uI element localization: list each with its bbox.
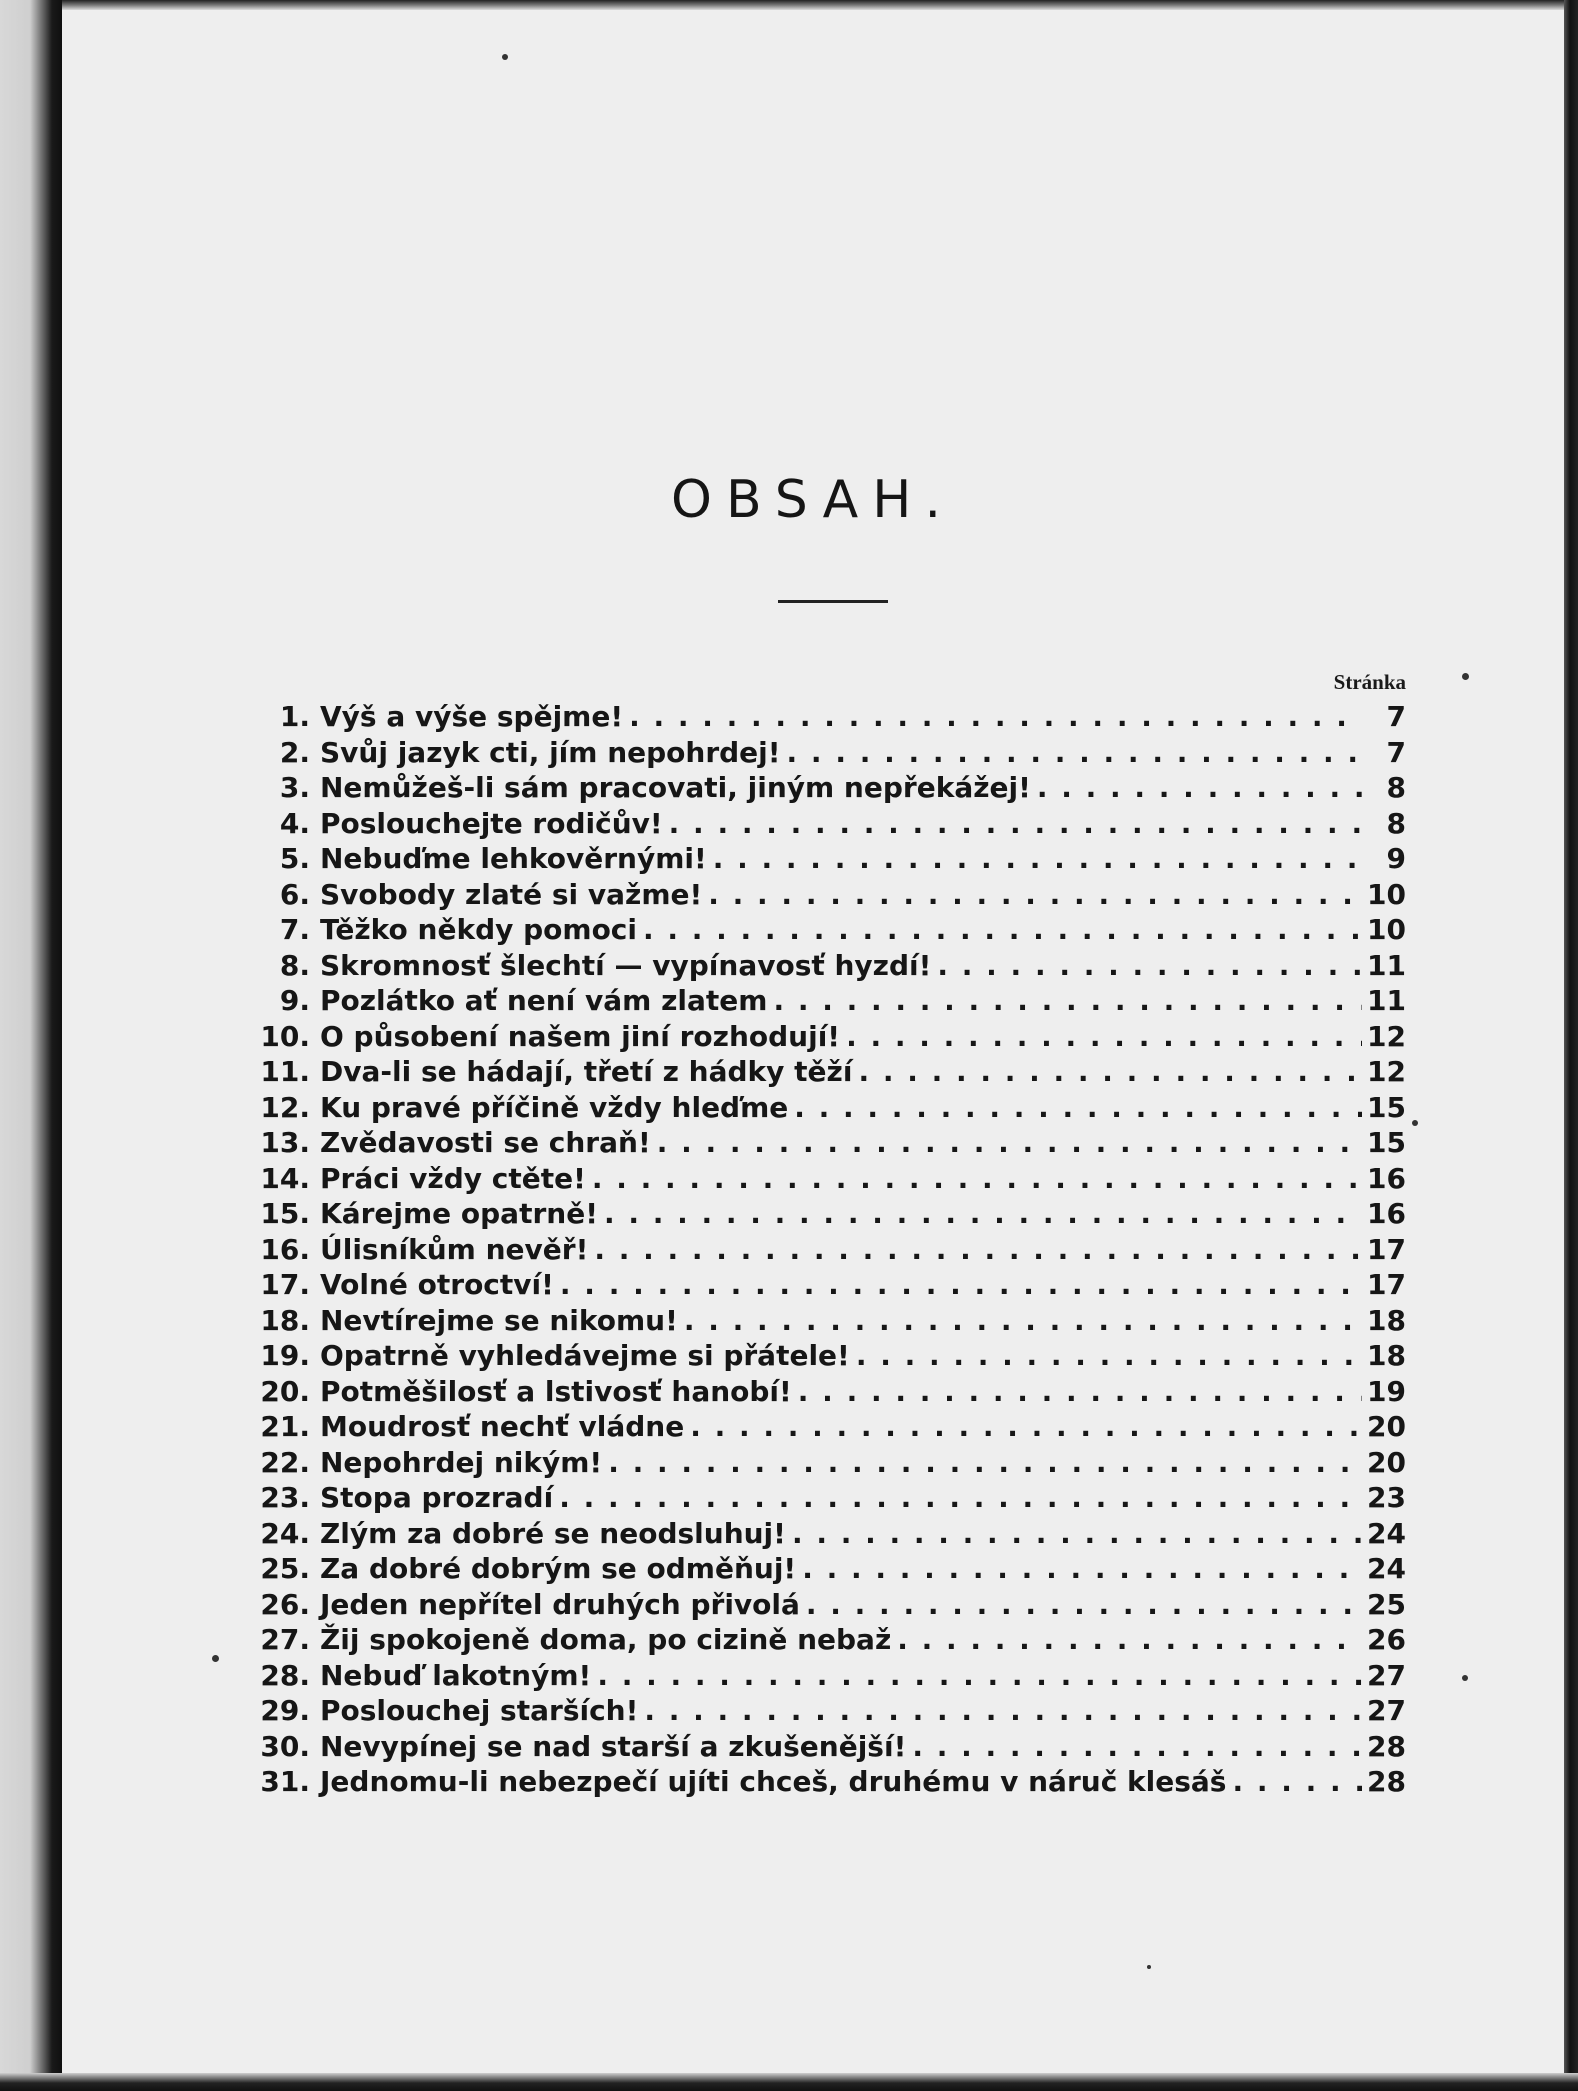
top-edge — [62, 0, 1564, 10]
toc-entry — [252, 700, 1406, 736]
toc-entry-page: 28 — [1367, 1729, 1406, 1763]
toc-entry — [252, 1517, 1406, 1553]
toc-entry — [252, 1730, 1406, 1766]
toc-entry — [252, 1339, 1406, 1375]
scan-speck — [1412, 1120, 1418, 1126]
toc-entry-page: 25 — [1367, 1587, 1406, 1621]
toc-entry-page: 27 — [1367, 1658, 1406, 1692]
scan-speck — [1147, 1965, 1151, 1969]
toc-entry-page: 12 — [1367, 1019, 1406, 1053]
toc-dot-leader — [1232, 1765, 1362, 1798]
toc-dot-leader — [559, 1481, 1362, 1514]
toc-entry-title: Výš a výše spějme! — [320, 700, 624, 733]
toc-entry-page: 17 — [1367, 1268, 1406, 1301]
toc-entry-title: Žij spokojeně doma, po cizině nebaž — [320, 1623, 892, 1656]
toc-entry-number: 6. — [279, 877, 310, 911]
toc-dot-leader — [708, 878, 1362, 911]
toc-entry-title: Jednomu-li nebezpečí ujíti chceš, druhému v náruč klesáš — [320, 1765, 1227, 1798]
scan-speck — [502, 54, 508, 60]
toc-entry-page: 24 — [1367, 1516, 1406, 1550]
toc-entry-number: 24. — [260, 1516, 310, 1550]
page-title: OBSAH. — [671, 470, 955, 530]
right-edge — [1564, 0, 1578, 2091]
toc-entry-title: Jeden nepřítel druhých přivolá — [320, 1587, 800, 1621]
toc-dot-leader — [594, 1233, 1362, 1266]
toc-entry-page: 7 — [1386, 735, 1406, 769]
toc-entry — [252, 1659, 1406, 1695]
toc-entry — [252, 949, 1406, 985]
toc-entry — [252, 771, 1406, 807]
toc-entry-number: 31. — [260, 1765, 310, 1798]
toc-entry-page: 17 — [1367, 1232, 1406, 1266]
toc-entry-page: 24 — [1367, 1552, 1406, 1585]
toc-entry-title: Kárejme opatrně! — [320, 1197, 598, 1230]
title-rule — [778, 600, 888, 603]
toc-dot-leader — [856, 1339, 1362, 1372]
toc-entry-title: Úlisníkům nevěř! — [320, 1232, 589, 1266]
toc-entry-title: Poslouchej starších! — [320, 1694, 639, 1727]
toc-dot-leader — [787, 736, 1362, 769]
toc-entry-page: 8 — [1386, 806, 1406, 840]
scan-speck — [212, 1655, 219, 1662]
toc-entry — [252, 736, 1406, 772]
toc-entry-number: 4. — [279, 806, 310, 840]
toc-entry-number: 8. — [279, 948, 310, 982]
toc-entry-title: Těžko někdy pomoci — [320, 913, 637, 946]
toc-entry — [252, 1446, 1406, 1482]
toc-entry-number: 22. — [260, 1445, 310, 1479]
toc-entry-page: 12 — [1367, 1055, 1406, 1088]
toc-dot-leader — [560, 1268, 1362, 1301]
toc-entry-page: 23 — [1367, 1481, 1406, 1514]
toc-entry — [252, 1410, 1406, 1446]
toc-dot-leader — [684, 1304, 1362, 1337]
toc-entry-number: 14. — [260, 1161, 310, 1195]
toc-entry-number: 26. — [260, 1587, 310, 1621]
bottom-edge — [0, 2073, 1578, 2091]
toc-entry-number: 17. — [260, 1268, 310, 1301]
toc-dot-leader — [798, 1375, 1362, 1408]
toc-entry-number: 2. — [279, 735, 310, 769]
toc-entry-title: Potměšilosť a lstivosť hanobí! — [320, 1374, 792, 1408]
toc-dot-leader — [806, 1588, 1362, 1621]
toc-entry — [252, 1694, 1406, 1730]
toc-entry-number: 10. — [260, 1019, 310, 1053]
toc-dot-leader — [643, 913, 1362, 946]
toc-entry-page: 19 — [1367, 1374, 1406, 1408]
toc-entry-number: 16. — [260, 1232, 310, 1266]
toc-entry-page: 10 — [1367, 877, 1406, 911]
toc-entry-title: Nemůžeš-li sám pracovati, jiným nepřekážej! — [320, 771, 1031, 804]
toc-entry-number: 29. — [260, 1694, 310, 1727]
toc-entry-title: Nebuď lakotným! — [320, 1658, 592, 1692]
toc-entry-page: 16 — [1367, 1161, 1406, 1195]
toc-entry-title: Moudrosť nechť vládne — [320, 1410, 685, 1443]
page-column-header: Stránka — [1333, 670, 1406, 694]
toc-entry-title: Opatrně vyhledávejme si přátele! — [320, 1339, 850, 1372]
table-of-contents — [252, 700, 1406, 1801]
toc-dot-leader — [713, 842, 1362, 875]
toc-entry-page: 15 — [1367, 1090, 1406, 1124]
toc-dot-leader — [773, 984, 1362, 1017]
toc-entry-number: 12. — [260, 1090, 310, 1124]
toc-entry-title: Skromnosť šlechtí — vypínavosť hyzdí! — [320, 948, 932, 982]
toc-entry-page: 10 — [1367, 913, 1406, 946]
toc-dot-leader — [644, 1694, 1362, 1727]
toc-entry — [252, 984, 1406, 1020]
toc-entry-number: 5. — [279, 842, 310, 875]
toc-dot-leader — [794, 1091, 1362, 1124]
toc-entry-title: Zlým za dobré se neodsluhuj! — [320, 1516, 786, 1550]
toc-entry-number: 25. — [260, 1552, 310, 1585]
toc-entry-page: 16 — [1367, 1197, 1406, 1230]
toc-dot-leader — [597, 1659, 1362, 1692]
toc-entry — [252, 1623, 1406, 1659]
toc-entry — [252, 1481, 1406, 1517]
toc-entry — [252, 1588, 1406, 1624]
toc-dot-leader — [657, 1126, 1362, 1159]
toc-entry-page: 18 — [1367, 1339, 1406, 1372]
toc-entry — [252, 1020, 1406, 1056]
toc-entry-page: 20 — [1367, 1445, 1406, 1479]
toc-entry-page: 11 — [1367, 948, 1406, 982]
toc-entry-number: 21. — [260, 1410, 310, 1443]
toc-dot-leader — [792, 1517, 1362, 1550]
toc-entry-number: 30. — [260, 1729, 310, 1763]
scan-speck — [1462, 1675, 1468, 1681]
toc-entry-page: 28 — [1367, 1765, 1406, 1798]
toc-dot-leader — [629, 700, 1362, 733]
toc-dot-leader — [912, 1730, 1362, 1763]
toc-entry-number: 28. — [260, 1658, 310, 1692]
toc-entry-page: 15 — [1367, 1126, 1406, 1159]
toc-entry-number: 13. — [260, 1126, 310, 1159]
toc-dot-leader — [690, 1410, 1362, 1443]
toc-entry-title: Nevypínej se nad starší a zkušenější! — [320, 1729, 907, 1763]
toc-entry-number: 23. — [260, 1481, 310, 1514]
toc-entry — [252, 878, 1406, 914]
toc-entry-number: 15. — [260, 1197, 310, 1230]
toc-entry-page: 26 — [1367, 1623, 1406, 1656]
toc-entry — [252, 1055, 1406, 1091]
toc-entry-title: O působení našem jiní rozhodují! — [320, 1019, 841, 1053]
book-page — [62, 10, 1564, 2073]
toc-entry-title: Nebuďme lehkověrnými! — [320, 842, 707, 875]
toc-entry-title: Volné otroctví! — [320, 1268, 554, 1301]
toc-entry — [252, 1765, 1406, 1801]
toc-entry — [252, 1375, 1406, 1411]
toc-dot-leader — [669, 807, 1362, 840]
toc-entry-page: 18 — [1367, 1303, 1406, 1337]
toc-entry — [252, 1552, 1406, 1588]
toc-dot-leader — [592, 1162, 1362, 1195]
toc-entry — [252, 1162, 1406, 1198]
toc-entry — [252, 1091, 1406, 1127]
toc-entry-page: 11 — [1367, 984, 1406, 1017]
toc-entry — [252, 913, 1406, 949]
toc-entry — [252, 1126, 1406, 1162]
toc-dot-leader — [802, 1552, 1362, 1585]
toc-entry-page: 20 — [1367, 1410, 1406, 1443]
toc-dot-leader — [858, 1055, 1362, 1088]
toc-dot-leader — [1037, 771, 1362, 804]
toc-entry-title: Pozlátko ať není vám zlatem — [320, 984, 768, 1017]
toc-dot-leader — [604, 1197, 1362, 1230]
toc-entry-title: Dva-li se hádají, třetí z hádky těží — [320, 1055, 853, 1088]
toc-entry — [252, 1304, 1406, 1340]
toc-entry-title: Za dobré dobrým se odměňuj! — [320, 1552, 797, 1585]
toc-entry — [252, 1197, 1406, 1233]
toc-entry-title: Práci vždy ctěte! — [320, 1161, 586, 1195]
toc-entry-number: 1. — [279, 700, 310, 733]
toc-entry-title: Nepohrdej nikým! — [320, 1445, 603, 1479]
toc-entry-number: 18. — [260, 1303, 310, 1337]
toc-entry — [252, 842, 1406, 878]
toc-dot-leader — [897, 1623, 1362, 1656]
toc-entry-number: 11. — [260, 1055, 310, 1088]
toc-entry-page: 27 — [1367, 1694, 1406, 1727]
scan-speck — [1462, 673, 1469, 680]
toc-entry — [252, 1233, 1406, 1269]
toc-dot-leader — [608, 1446, 1362, 1479]
toc-entry-title: Stopa prozradí — [320, 1481, 554, 1514]
toc-entry-title: Poslouchejte rodičův! — [320, 806, 663, 840]
toc-entry-page: 9 — [1386, 842, 1406, 875]
toc-entry-title: Svobody zlaté si važme! — [320, 877, 703, 911]
toc-entry-number: 9. — [279, 984, 310, 1017]
toc-entry-number: 27. — [260, 1623, 310, 1656]
toc-entry-number: 7. — [279, 913, 310, 946]
toc-entry — [252, 807, 1406, 843]
toc-entry-title: Nevtírejme se nikomu! — [320, 1303, 678, 1337]
toc-entry-page: 8 — [1386, 771, 1406, 804]
toc-entry-number: 19. — [260, 1339, 310, 1372]
toc-dot-leader — [846, 1020, 1362, 1053]
toc-entry-number: 20. — [260, 1374, 310, 1408]
toc-entry — [252, 1268, 1406, 1304]
binding-edge — [0, 0, 62, 2091]
toc-entry-page: 7 — [1386, 700, 1406, 733]
toc-entry-number: 3. — [279, 771, 310, 804]
toc-entry-title: Ku pravé příčině vždy hleďme — [320, 1090, 789, 1124]
toc-dot-leader — [937, 949, 1362, 982]
toc-entry-title: Svůj jazyk cti, jím nepohrdej! — [320, 735, 781, 769]
toc-entry-title: Zvědavosti se chraň! — [320, 1126, 651, 1159]
